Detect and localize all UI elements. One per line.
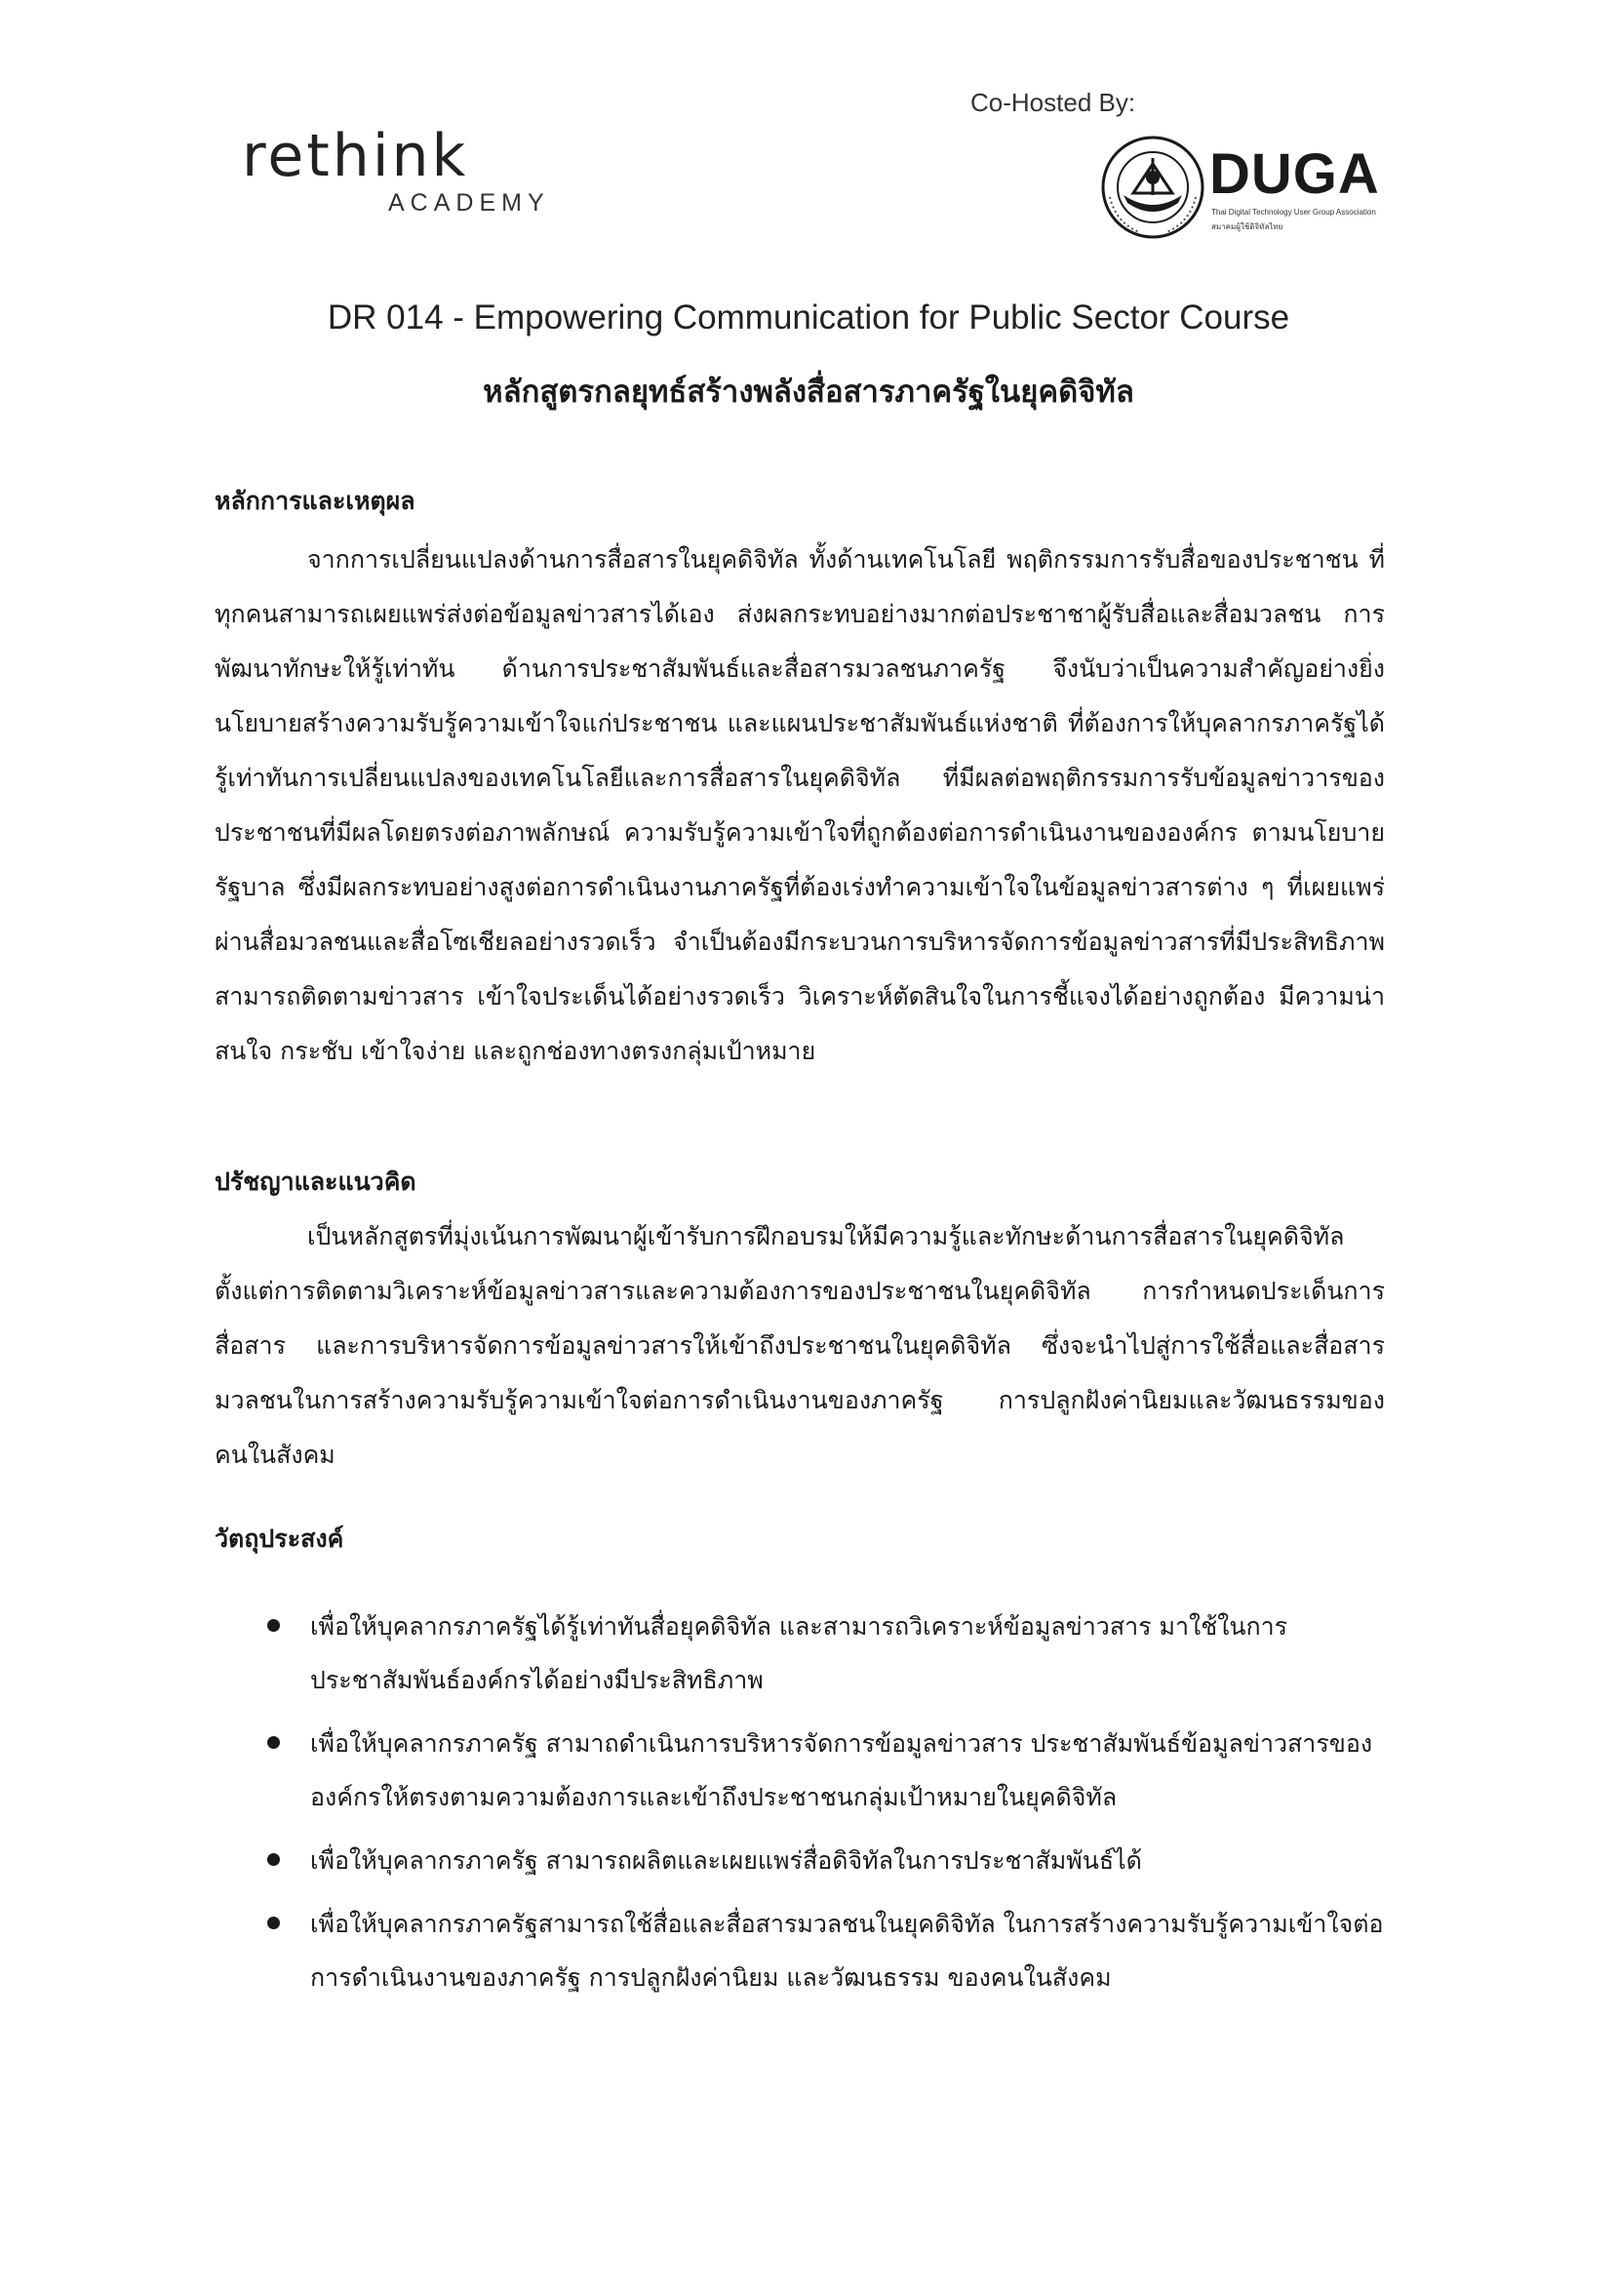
bullet-icon	[267, 1736, 280, 1749]
brand-wordmark: rethink	[242, 122, 469, 190]
objective-item	[256, 1600, 1387, 1707]
duga-wordmark: DUGA	[1209, 142, 1380, 206]
philosophy-paragraph: เป็นหลักสูตรที่มุ่งเน้นการพัฒนาผู้เข้ารับการฝึกอบรมให้มีความรู้และทักษะด้านการสื่อสารในยุคดิจิทัล ตั้งแต่การติดตามวิเคราะห์ข้อมูลข่าวสารและความต้องการของประชาชนในยุคดิจิทัล การกำหนดประเด็นการสื่อสาร และการบริหารจัดการข้อมูลข่าวสารให้เข้าถึงประชาชนในยุคดิจิทัล ซึ่งจะนำไปสู่การใช้สื่อและสื่อสารมวลชนในการสร้างความรับรู้ความเข้าใจต่อการดำเนินงานของภาครัฐ การปลูกฝังค่านิยมและวัฒนธรรมของคนในสังคม	[215, 1222, 1385, 1469]
duga-tagline-th: สมาคมผู้ใช้ดิจิทัลไทย	[1211, 222, 1283, 231]
objectives-heading: วัตถุประสงค์	[215, 1524, 344, 1553]
objectives-list	[256, 1600, 1387, 2014]
ministry-seal-icon	[1100, 135, 1205, 240]
objective-text: เพื่อให้บุคลากรภาครัฐได้รู้เท่าทันสื่อยุคดิจิทัล และสามารถวิเคราะห์ข้อมูลข่าวสาร มาใช้ในการประชาสัมพันธ์องค์กรได้อย่างมีประสิทธิภาพ	[310, 1612, 1288, 1694]
objective-text: เพื่อให้บุคลากรภาครัฐสามารถใช้สื่อและสื่อสารมวลชนในยุคดิจิทัล ในการสร้างความรับรู้ความเข้าใจต่อการดำเนินงานของภาครัฐ การปลูกฝังค่านิยม และวัฒนธรรม ของคนในสังคม	[310, 1910, 1384, 1992]
rethink-academy-logo	[242, 122, 554, 218]
objective-item	[256, 1897, 1387, 2004]
bullet-icon	[267, 1619, 280, 1632]
brand-subtitle: ACADEMY	[388, 189, 550, 217]
rationale-heading: หลักการและเหตุผล	[215, 487, 415, 515]
objective-item	[256, 1834, 1387, 1887]
course-title-en: DR 014 - Empowering Communication for Public Sector Course	[327, 298, 1290, 336]
objective-text: เพื่อให้บุคลากรภาครัฐ สามารถผลิตและเผยแพร่สื่อดิจิทัลในการประชาสัมพันธ์ได้	[310, 1846, 1142, 1875]
objective-item	[256, 1717, 1387, 1824]
objective-text: เพื่อให้บุคลากรภาครัฐ สามาถดำเนินการบริหารจัดการข้อมูลข่าวสาร ประชาสัมพันธ์ข้อมูลข่าวสารขององค์กรให้ตรงตามความต้องการและเข้าถึงประชาชนกลุ่มเป้าหมายในยุคดิจิทัล	[310, 1729, 1373, 1811]
philosophy-heading: ปรัชญาและแนวคิด	[215, 1168, 416, 1196]
duga-tagline-en: Thai Digital Technology User Group Association	[1211, 208, 1376, 217]
duga-logo	[1209, 142, 1453, 232]
rationale-paragraph: จากการเปลี่ยนแปลงด้านการสื่อสารในยุคดิจิทัล ทั้งด้านเทคโนโลยี พฤติกรรมการรับสื่อของประชาชน ที่ทุกคนสามารถเผยแพร่ส่งต่อข้อมูลข่าวสารได้เอง ส่งผลกระทบอย่างมากต่อประชาชาผู้รับสื่อและสื่อมวลชน การพัฒนาทักษะให้รู้เท่าทัน ด้านการประชาสัมพันธ์และสื่อสารมวลชนภาครัฐ จึงนับว่าเป็นความสำคัญอย่างยิ่ง นโยบายสร้างความรับรู้ความเข้าใจแก่ประชาชน และแผนประชาสัมพันธ์แห่งชาติ ที่ต้องการให้บุคลากรภาครัฐได้รู้เท่าทันการเปลี่ยนแปลงของเทคโนโลยีและการสื่อสารในยุคดิจิทัล ที่มีผลต่อพฤติกรรมการรับข้อมูลข่าวารของประชาชนที่มีผลโดยตรงต่อภาพลักษณ์ ความรับรู้ความเข้าใจที่ถูกต้องต่อการดำเนินงานขององค์กร ตามนโยบายรัฐบาล ซึ่งมีผลกระทบอย่างสูงต่อการดำเนินงานภาครัฐที่ต้องเร่งทำความเข้าใจในข้อมูลข่าวสารต่าง ๆ ที่เผยแพร่ผ่านสื่อมวลชนและสื่อโซเชียลอย่างรวดเร็ว จำเป็นต้องมีกระบวนการบริหารจัดการข้อมูลข่าวสารที่มีประสิทธิภาพ สามารถติดตามข่าวสาร เข้าใจประเด็นได้อย่างรวดเร็ว วิเคราะห์ตัดสินใจในการชี้แจงได้อย่างถูกต้อง มีความน่าสนใจ กระชับ เข้าใจง่าย และถูกช่องทางตรงกลุ่มเป้าหมาย	[215, 545, 1385, 1065]
course-title-th: หลักสูตรกลยุทธ์สร้างพลังสื่อสารภาครัฐในยุคดิจิทัล	[483, 375, 1134, 410]
bullet-icon	[267, 1853, 280, 1866]
cohost-label: Co-Hosted By:	[970, 88, 1136, 117]
bullet-icon	[267, 1917, 280, 1929]
